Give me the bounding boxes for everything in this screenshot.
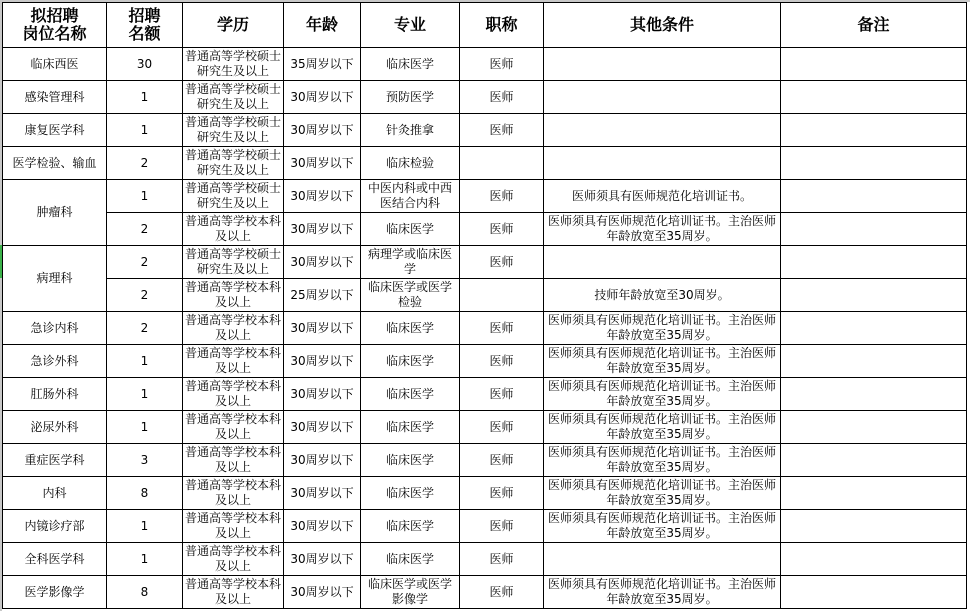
cell-position[interactable]: 临床西医 — [3, 48, 107, 81]
cell-education[interactable]: 普通高等学校本科及以上 — [183, 510, 284, 543]
cell-education[interactable]: 普通高等学校本科及以上 — [183, 411, 284, 444]
cell-education[interactable]: 普通高等学校本科及以上 — [183, 345, 284, 378]
cell-major[interactable]: 临床检验 — [361, 147, 460, 180]
cell-major[interactable]: 临床医学 — [361, 444, 460, 477]
cell-conditions[interactable]: 医师须具有医师规范化培训证书。主治医师年龄放宽至35周岁。 — [544, 444, 781, 477]
cell-position[interactable]: 康复医学科 — [3, 114, 107, 147]
cell-notes[interactable] — [781, 114, 967, 147]
cell-age[interactable]: 35周岁以下 — [284, 48, 361, 81]
cell-conditions[interactable]: 医师须具有医师规范化培训证书。 — [544, 180, 781, 213]
cell-conditions[interactable] — [544, 81, 781, 114]
cell-major[interactable]: 临床医学 — [361, 411, 460, 444]
cell-position[interactable]: 急诊外科 — [3, 345, 107, 378]
recruitment-table — [2, 2, 967, 609]
cell-count[interactable]: 2 — [107, 147, 183, 180]
cell-title[interactable]: 医师 — [460, 510, 544, 543]
cell-title[interactable]: 医师 — [460, 378, 544, 411]
cell-count[interactable]: 1 — [107, 378, 183, 411]
cell-conditions[interactable]: 医师须具有医师规范化培训证书。主治医师年龄放宽至35周岁。 — [544, 378, 781, 411]
cell-major[interactable]: 临床医学或医学检验 — [361, 279, 460, 312]
table-row — [3, 147, 967, 180]
table-row — [3, 345, 967, 378]
cell-title[interactable]: 医师 — [460, 81, 544, 114]
cell-title[interactable]: 医师 — [460, 411, 544, 444]
cell-major[interactable]: 预防医学 — [361, 81, 460, 114]
cell-title[interactable]: 医师 — [460, 213, 544, 246]
cell-education[interactable]: 普通高等学校硕士研究生及以上 — [183, 180, 284, 213]
cell-notes[interactable] — [781, 444, 967, 477]
cell-position[interactable]: 急诊内科 — [3, 312, 107, 345]
cell-position[interactable]: 内镜诊疗部 — [3, 510, 107, 543]
cell-conditions[interactable]: 医师须具有医师规范化培训证书。主治医师年龄放宽至35周岁。 — [544, 510, 781, 543]
cell-notes[interactable] — [781, 246, 967, 279]
cell-major[interactable]: 临床医学 — [361, 345, 460, 378]
header-position[interactable]: 拟招聘 岗位名称 — [3, 3, 107, 48]
cell-major[interactable]: 临床医学 — [361, 543, 460, 576]
header-education[interactable]: 学历 — [183, 3, 284, 48]
cell-education[interactable]: 普通高等学校硕士研究生及以上 — [183, 48, 284, 81]
cell-title[interactable] — [460, 279, 544, 312]
cell-age[interactable]: 25周岁以下 — [284, 279, 361, 312]
cell-position[interactable]: 肛肠外科 — [3, 378, 107, 411]
table-row — [3, 246, 967, 279]
cell-title[interactable]: 医师 — [460, 312, 544, 345]
table-row — [3, 48, 967, 81]
cell-count[interactable]: 30 — [107, 48, 183, 81]
cell-major[interactable]: 临床医学 — [361, 477, 460, 510]
cell-count[interactable]: 2 — [107, 246, 183, 279]
cell-notes[interactable] — [781, 180, 967, 213]
cell-count[interactable]: 2 — [107, 312, 183, 345]
cell-notes[interactable] — [781, 312, 967, 345]
cell-conditions[interactable]: 医师须具有医师规范化培训证书。主治医师年龄放宽至35周岁。 — [544, 213, 781, 246]
cell-notes[interactable] — [781, 147, 967, 180]
cell-education[interactable]: 普通高等学校本科及以上 — [183, 576, 284, 609]
cell-conditions[interactable]: 医师须具有医师规范化培训证书。主治医师年龄放宽至35周岁。 — [544, 411, 781, 444]
cell-count[interactable]: 1 — [107, 114, 183, 147]
header-age[interactable]: 年龄 — [284, 3, 361, 48]
cell-conditions[interactable] — [544, 147, 781, 180]
table-row — [3, 411, 967, 444]
cell-education[interactable]: 普通高等学校本科及以上 — [183, 213, 284, 246]
cell-education[interactable]: 普通高等学校硕士研究生及以上 — [183, 114, 284, 147]
header-row — [3, 3, 967, 48]
header-notes[interactable]: 备注 — [781, 3, 967, 48]
cell-age[interactable]: 30周岁以下 — [284, 345, 361, 378]
table-row — [3, 444, 967, 477]
cell-age[interactable]: 30周岁以下 — [284, 378, 361, 411]
cell-count[interactable]: 8 — [107, 576, 183, 609]
cell-major[interactable]: 临床医学 — [361, 213, 460, 246]
cell-title[interactable]: 医师 — [460, 543, 544, 576]
cell-education[interactable]: 普通高等学校本科及以上 — [183, 279, 284, 312]
cell-notes[interactable] — [781, 48, 967, 81]
header-conditions[interactable]: 其他条件 — [544, 3, 781, 48]
cell-notes[interactable] — [781, 345, 967, 378]
cell-major[interactable]: 病理学或临床医学 — [361, 246, 460, 279]
cell-notes[interactable] — [781, 81, 967, 114]
cell-count[interactable]: 1 — [107, 543, 183, 576]
cell-conditions[interactable]: 医师须具有医师规范化培训证书。主治医师年龄放宽至35周岁。 — [544, 312, 781, 345]
cell-title[interactable]: 医师 — [460, 477, 544, 510]
cell-count[interactable]: 2 — [107, 213, 183, 246]
cell-title[interactable]: 医师 — [460, 576, 544, 609]
cell-notes[interactable] — [781, 378, 967, 411]
cell-conditions[interactable]: 技师年龄放宽至30周岁。 — [544, 279, 781, 312]
cell-title[interactable]: 医师 — [460, 114, 544, 147]
cell-education[interactable]: 普通高等学校本科及以上 — [183, 543, 284, 576]
cell-position[interactable]: 病理科 — [3, 246, 107, 312]
header-title[interactable]: 职称 — [460, 3, 544, 48]
cell-count[interactable]: 8 — [107, 477, 183, 510]
table-row — [3, 213, 967, 246]
table-row — [3, 477, 967, 510]
table-row — [3, 81, 967, 114]
cell-major[interactable]: 临床医学 — [361, 48, 460, 81]
cell-age[interactable]: 30周岁以下 — [284, 312, 361, 345]
cell-title[interactable] — [460, 147, 544, 180]
cell-age[interactable]: 30周岁以下 — [284, 246, 361, 279]
table-row — [3, 378, 967, 411]
cell-position[interactable]: 全科医学科 — [3, 543, 107, 576]
cell-education[interactable]: 普通高等学校硕士研究生及以上 — [183, 147, 284, 180]
cell-major[interactable]: 临床医学 — [361, 378, 460, 411]
cell-notes[interactable] — [781, 576, 967, 609]
cell-notes[interactable] — [781, 213, 967, 246]
table-row — [3, 312, 967, 345]
cell-conditions[interactable] — [544, 543, 781, 576]
cell-position[interactable]: 重症医学科 — [3, 444, 107, 477]
cell-education[interactable]: 普通高等学校本科及以上 — [183, 378, 284, 411]
cell-count[interactable]: 1 — [107, 180, 183, 213]
cell-major[interactable]: 临床医学或医学影像学 — [361, 576, 460, 609]
header-count[interactable]: 招聘 名额 — [107, 3, 183, 48]
cell-education[interactable]: 普通高等学校本科及以上 — [183, 477, 284, 510]
cell-notes[interactable] — [781, 543, 967, 576]
cell-age[interactable]: 30周岁以下 — [284, 180, 361, 213]
cell-count[interactable]: 1 — [107, 345, 183, 378]
cell-age[interactable]: 30周岁以下 — [284, 510, 361, 543]
cell-title[interactable]: 医师 — [460, 345, 544, 378]
cell-conditions[interactable] — [544, 114, 781, 147]
cell-age[interactable]: 30周岁以下 — [284, 411, 361, 444]
cell-conditions[interactable]: 医师须具有医师规范化培训证书。主治医师年龄放宽至35周岁。 — [544, 576, 781, 609]
cell-age[interactable]: 30周岁以下 — [284, 114, 361, 147]
cell-major[interactable]: 中医内科或中西医结合内科 — [361, 180, 460, 213]
cell-position[interactable]: 泌尿外科 — [3, 411, 107, 444]
cell-major[interactable]: 临床医学 — [361, 510, 460, 543]
cell-title[interactable]: 医师 — [460, 180, 544, 213]
cell-education[interactable]: 普通高等学校本科及以上 — [183, 444, 284, 477]
cell-count[interactable]: 1 — [107, 81, 183, 114]
table-row — [3, 576, 967, 609]
cell-notes[interactable] — [781, 279, 967, 312]
cell-title[interactable]: 医师 — [460, 444, 544, 477]
cell-age[interactable]: 30周岁以下 — [284, 543, 361, 576]
cell-education[interactable]: 普通高等学校硕士研究生及以上 — [183, 81, 284, 114]
table-row — [3, 114, 967, 147]
cell-age[interactable]: 30周岁以下 — [284, 147, 361, 180]
cell-age[interactable]: 30周岁以下 — [284, 576, 361, 609]
cell-conditions[interactable]: 医师须具有医师规范化培训证书。主治医师年龄放宽至35周岁。 — [544, 477, 781, 510]
cell-position[interactable]: 肿瘤科 — [3, 180, 107, 246]
cell-title[interactable]: 医师 — [460, 48, 544, 81]
cell-count[interactable]: 1 — [107, 411, 183, 444]
cell-title[interactable]: 医师 — [460, 246, 544, 279]
cell-notes[interactable] — [781, 477, 967, 510]
cell-conditions[interactable] — [544, 48, 781, 81]
cell-major[interactable]: 临床医学 — [361, 312, 460, 345]
cell-education[interactable]: 普通高等学校硕士研究生及以上 — [183, 246, 284, 279]
cell-count[interactable]: 1 — [107, 510, 183, 543]
cell-conditions[interactable] — [544, 246, 781, 279]
cell-age[interactable]: 30周岁以下 — [284, 477, 361, 510]
table-row — [3, 279, 967, 312]
cell-position[interactable]: 感染管理科 — [3, 81, 107, 114]
cell-count[interactable]: 2 — [107, 279, 183, 312]
cell-conditions[interactable]: 医师须具有医师规范化培训证书。主治医师年龄放宽至35周岁。 — [544, 345, 781, 378]
cell-position[interactable]: 医学检验、输血 — [3, 147, 107, 180]
cell-major[interactable]: 针灸推拿 — [361, 114, 460, 147]
table-row — [3, 543, 967, 576]
cell-position[interactable]: 内科 — [3, 477, 107, 510]
cell-notes[interactable] — [781, 411, 967, 444]
cell-age[interactable]: 30周岁以下 — [284, 444, 361, 477]
cell-count[interactable]: 3 — [107, 444, 183, 477]
cell-age[interactable]: 30周岁以下 — [284, 213, 361, 246]
header-major[interactable]: 专业 — [361, 3, 460, 48]
cell-notes[interactable] — [781, 510, 967, 543]
table-row — [3, 180, 967, 213]
cell-education[interactable]: 普通高等学校本科及以上 — [183, 312, 284, 345]
cell-position[interactable]: 医学影像学 — [3, 576, 107, 609]
table-row — [3, 510, 967, 543]
cell-age[interactable]: 30周岁以下 — [284, 81, 361, 114]
